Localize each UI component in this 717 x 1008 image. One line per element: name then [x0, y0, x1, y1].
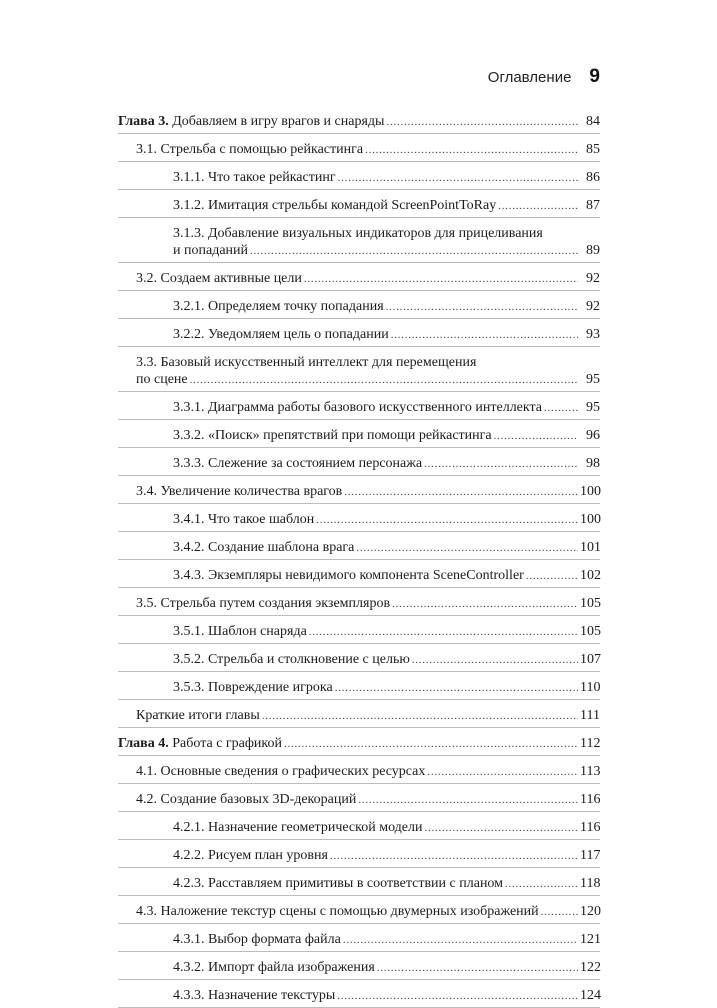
dot-leader: [365, 142, 578, 159]
dot-leader: [544, 400, 578, 417]
toc-entry-title: [173, 427, 492, 444]
toc-entry-page: 113: [580, 764, 601, 779]
toc-entry-title: [173, 539, 354, 556]
toc-entry[interactable]: [118, 707, 600, 728]
dot-leader: [338, 170, 578, 187]
toc-entry-page: 121: [580, 932, 601, 947]
toc-entry-title: [173, 931, 341, 948]
dot-leader: [386, 114, 578, 131]
toc-entry[interactable]: [118, 931, 600, 952]
toc-entry-text: по сцене: [136, 372, 188, 387]
toc-entry-text: 4.3. Наложение текстур сцены с помощью двумерных изображений: [136, 904, 539, 919]
dot-leader: [427, 764, 578, 781]
toc-entry[interactable]: [118, 959, 600, 980]
toc-entry-title: [173, 679, 333, 696]
dot-leader: [494, 428, 578, 445]
toc-entry-title: [136, 791, 356, 808]
dot-leader: [541, 904, 578, 921]
dot-leader: [309, 624, 578, 641]
toc-entry-title: [173, 298, 384, 315]
toc-entry-page: 116: [580, 820, 601, 835]
dot-leader: [304, 271, 578, 288]
toc-entry-page: 110: [580, 680, 601, 695]
toc-entry-text: 3.1.1. Что такое рейкастинг: [173, 170, 336, 185]
toc-entry-title: [173, 819, 422, 836]
toc-entry-text: 3.4.1. Что такое шаблон: [173, 512, 315, 527]
toc-entry[interactable]: [118, 623, 600, 644]
toc-entry[interactable]: [118, 539, 600, 560]
toc-entry-text: 3.3.2. «Поиск» препятствий при помощи рейкастинга: [173, 428, 492, 443]
toc-entry-title: [173, 875, 503, 892]
toc-entry-title: [136, 763, 425, 780]
toc-entry[interactable]: [118, 399, 600, 420]
toc-entry-title: [136, 903, 539, 920]
toc-entry-title: [173, 959, 375, 976]
toc-entry-title: [173, 847, 328, 864]
toc-entry-page: 105: [580, 596, 601, 611]
chapter-label: Глава 3.: [118, 114, 169, 129]
toc-entry-title: [173, 623, 307, 640]
toc-entry-title-line1: 3.1.3. Добавление визуальных индикаторов для прицеливания: [173, 226, 543, 241]
toc-entry-page: 89: [586, 243, 600, 258]
toc-entry[interactable]: [118, 427, 600, 448]
dot-leader: [344, 484, 578, 501]
toc-entry[interactable]: [118, 455, 600, 476]
toc-entry-text: 4.2.2. Рисуем план уровня: [173, 848, 328, 863]
toc-entry-page: 86: [586, 170, 600, 185]
toc-entry-page: 100: [580, 512, 601, 527]
toc-entry-text: 4.2.1. Назначение геометрической модели: [173, 820, 423, 835]
toc-entry-text: Добавляем в игру врагов и снаряды: [168, 114, 385, 129]
toc-entry-text: 3.4.3. Экземпляры невидимого компонента SceneController: [173, 568, 524, 583]
page-number: 9: [589, 66, 600, 87]
dot-leader: [343, 932, 578, 949]
toc-entry-page: 95: [586, 400, 600, 415]
toc-entry-title: [173, 169, 336, 186]
toc-entry-title: [173, 511, 314, 528]
toc-entry-text: 4.3.2. Импорт файла изображения: [173, 960, 375, 975]
toc-entry[interactable]: [118, 270, 600, 291]
dot-leader: [262, 708, 578, 725]
toc-entry[interactable]: [118, 326, 600, 347]
toc-entry[interactable]: [118, 298, 600, 319]
toc-entry-page: 96: [586, 428, 600, 443]
dot-leader: [391, 327, 578, 344]
toc-entry-text: и попаданий: [173, 243, 249, 258]
toc-entry[interactable]: [118, 483, 600, 504]
toc-entry-page: 124: [580, 988, 601, 1003]
toc-entry-title: [173, 242, 248, 259]
toc-entry-page: 102: [580, 568, 601, 583]
toc-entry-page: 92: [586, 271, 600, 286]
toc-entry-text: 3.2.2. Уведомляем цель о попадании: [173, 327, 389, 342]
toc-entry[interactable]: [118, 595, 600, 616]
toc-entry-text: 3.2.1. Определяем точку попадания: [173, 299, 384, 314]
toc-entry-page: 122: [580, 960, 601, 975]
toc-entry[interactable]: [118, 987, 600, 1008]
toc-entry-title: [136, 595, 390, 612]
dot-leader: [392, 596, 578, 613]
dot-leader: [250, 243, 578, 260]
toc-entry[interactable]: [118, 819, 600, 840]
toc-entry[interactable]: [118, 903, 600, 924]
toc-entry[interactable]: [118, 567, 600, 588]
toc-entry-title: [173, 567, 524, 584]
chapter-label: Глава 4.: [118, 736, 169, 751]
toc-entry-page: 93: [586, 327, 600, 342]
toc-entry-title: [136, 141, 363, 158]
toc-entry-title: [136, 270, 302, 287]
toc-entry-text: 3.2. Создаем активные цели: [136, 271, 302, 286]
toc-entry-page: 118: [580, 876, 601, 891]
toc-entry-title: [136, 371, 188, 388]
toc-entry[interactable]: [118, 679, 600, 700]
toc-entry[interactable]: [118, 875, 600, 896]
dot-leader: [190, 372, 578, 389]
dot-leader: [284, 736, 578, 753]
toc-entry-title: [118, 113, 384, 130]
toc-entry-text: Краткие итоги главы: [136, 708, 260, 723]
dot-leader: [386, 299, 578, 316]
toc-entry-title: [136, 483, 342, 500]
toc-entry-text: 4.2. Создание базовых 3D-декораций: [136, 792, 357, 807]
dot-leader: [412, 652, 578, 669]
toc-entry[interactable]: [118, 763, 600, 784]
toc-entry[interactable]: [118, 511, 600, 532]
toc-entry-page: 98: [586, 456, 600, 471]
toc-entry-title: [136, 707, 260, 724]
toc-entry-text: 4.2.3. Расставляем примитивы в соответствии с планом: [173, 876, 504, 891]
table-of-contents: [118, 113, 600, 1008]
toc-entry-page: 112: [580, 736, 601, 751]
toc-entry-text: 3.5.2. Стрельба и столкновение с целью: [173, 652, 410, 667]
toc-entry-page: 120: [580, 904, 601, 919]
toc-entry[interactable]: [118, 791, 600, 812]
dot-leader: [358, 792, 578, 809]
dot-leader: [377, 960, 578, 977]
toc-entry[interactable]: [118, 847, 600, 868]
running-head: [488, 66, 600, 88]
toc-entry-title: [173, 987, 335, 1004]
dot-leader: [498, 198, 578, 215]
toc-entry[interactable]: [118, 169, 600, 190]
toc-entry-title: [173, 326, 389, 343]
toc-entry[interactable]: [118, 141, 600, 162]
toc-entry[interactable]: [118, 354, 600, 392]
toc-entry-text: 4.3.1. Выбор формата файла: [173, 932, 341, 947]
running-head-title: Оглавление: [487, 69, 572, 86]
dot-leader: [330, 848, 578, 865]
toc-entry[interactable]: [118, 225, 600, 263]
toc-entry-title-line1: 3.3. Базовый искусственный интеллект для перемещения: [136, 355, 477, 370]
dot-leader: [526, 568, 578, 585]
dot-leader: [424, 820, 578, 837]
toc-entry-page: 117: [580, 848, 601, 863]
toc-entry[interactable]: [118, 735, 600, 756]
toc-entry-page: 101: [580, 540, 601, 555]
toc-entry-text: Работа с графикой: [168, 736, 283, 751]
dot-leader: [424, 456, 578, 473]
toc-entry-page: 87: [586, 198, 600, 213]
toc-entry-page: 95: [586, 372, 600, 387]
toc-entry-text: 3.5.3. Повреждение игрока: [173, 680, 333, 695]
toc-entry[interactable]: [118, 651, 600, 672]
toc-entry-title: [173, 399, 542, 416]
toc-entry-title: [118, 735, 282, 752]
toc-entry-text: 3.5. Стрельба путем создания экземпляров: [136, 596, 391, 611]
toc-entry[interactable]: [118, 197, 600, 218]
toc-entry-title: [173, 455, 422, 472]
toc-entry-text: 3.5.1. Шаблон снаряда: [173, 624, 307, 639]
toc-entry-page: 84: [586, 114, 600, 129]
toc-entry-text: 3.1.2. Имитация стрельбы командой ScreenPointToRay: [173, 198, 497, 213]
toc-entry-text: 3.3.3. Слежение за состоянием персонажа: [173, 456, 423, 471]
toc-entry-text: 3.1. Стрельба с помощью рейкастинга: [136, 142, 364, 157]
toc-entry-page: 100: [580, 484, 601, 499]
toc-entry-text: 3.4.2. Создание шаблона врага: [173, 540, 355, 555]
toc-entry-text: 3.3.1. Диаграмма работы базового искусственного интеллекта: [173, 400, 543, 415]
toc-entry-page: 116: [580, 792, 601, 807]
toc-entry[interactable]: [118, 113, 600, 134]
toc-entry-text: 3.4. Увеличение количества врагов: [136, 484, 343, 499]
toc-entry-page: 107: [580, 652, 601, 667]
toc-entry-page: 85: [586, 142, 600, 157]
toc-entry-text: 4.3.3. Назначение текстуры: [173, 988, 336, 1003]
dot-leader: [335, 680, 578, 697]
toc-entry-text: 4.1. Основные сведения о графических ресурсах: [136, 764, 426, 779]
dot-leader: [337, 988, 578, 1005]
toc-entry-title: [173, 197, 496, 214]
toc-entry-page: 92: [586, 299, 600, 314]
toc-entry-page: 105: [580, 624, 601, 639]
toc-entry-title: [173, 651, 410, 668]
dot-leader: [505, 876, 578, 893]
dot-leader: [356, 540, 578, 557]
toc-entry-page: 111: [580, 708, 600, 723]
dot-leader: [316, 512, 578, 529]
